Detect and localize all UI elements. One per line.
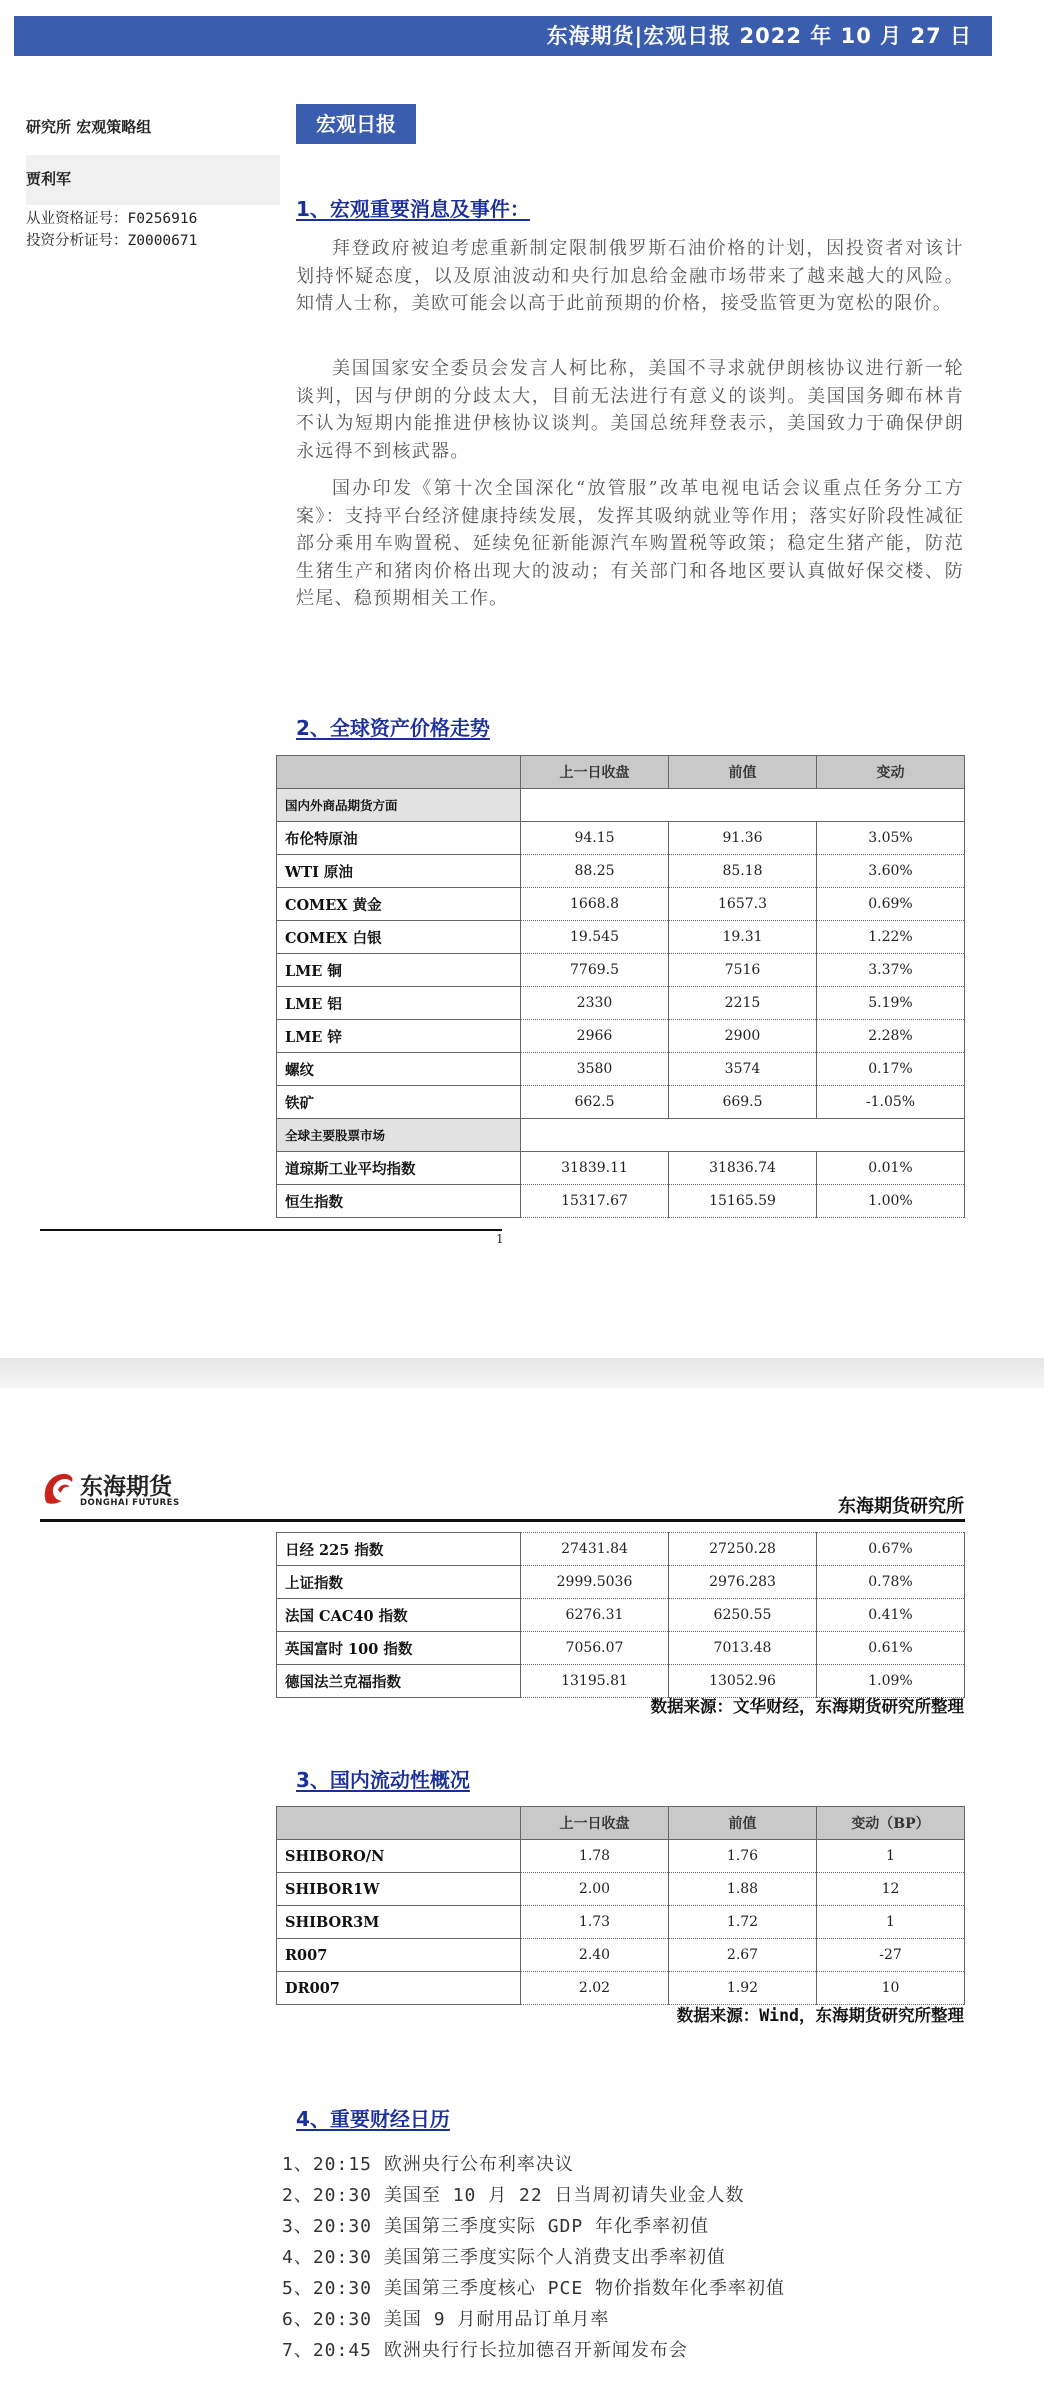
cell-value: 27250.28 <box>669 1533 817 1566</box>
column-header: 前值 <box>669 1807 817 1840</box>
calendar-item: 2、20:30 美国至 10 月 22 日当周初请失业金人数 <box>282 2185 745 2206</box>
table-row <box>277 822 965 855</box>
table-row <box>277 888 965 921</box>
cell-value: 1657.3 <box>669 888 817 921</box>
section-title-liquidity: 3、国内流动性概况 <box>296 1768 470 1792</box>
cell-value: 1668.8 <box>521 888 669 921</box>
cell-value: 1.88 <box>669 1873 817 1906</box>
cell-value: 10 <box>817 1972 965 2005</box>
row-label: 德国法兰克福指数 <box>277 1665 521 1698</box>
footnote-rule <box>40 1229 502 1231</box>
cell-value: 0.17% <box>817 1053 965 1086</box>
cell-value: -27 <box>817 1939 965 1972</box>
row-label: LME 铜 <box>277 954 521 987</box>
cell-value: 85.18 <box>669 855 817 888</box>
empty-cell <box>521 789 965 822</box>
cell-value: 1.72 <box>669 1906 817 1939</box>
cell-value: 0.78% <box>817 1566 965 1599</box>
page-break <box>0 1358 1044 1388</box>
cell-value: 3580 <box>521 1053 669 1086</box>
cell-value: 1 <box>817 1906 965 1939</box>
table-row <box>277 1972 965 2005</box>
asset-price-table-continued <box>276 1532 965 1698</box>
cell-value: 1 <box>817 1840 965 1873</box>
cell-value: 31839.11 <box>521 1152 669 1185</box>
logo-emblem-icon <box>40 1468 76 1508</box>
cell-value: 6276.31 <box>521 1599 669 1632</box>
license-number-1: 从业资格证号：F0256916 <box>26 211 198 227</box>
group-label: 国内外商品期货方面 <box>277 789 521 822</box>
table-header-row <box>277 1807 965 1840</box>
cell-value: 15165.59 <box>669 1185 817 1218</box>
row-label: SHIBOR1W <box>277 1873 521 1906</box>
report-header-band <box>14 16 992 56</box>
row-label: 法国 CAC40 指数 <box>277 1599 521 1632</box>
cell-value: 1.92 <box>669 1972 817 2005</box>
cell-value: 0.61% <box>817 1632 965 1665</box>
report-type-badge: 宏观日报 <box>296 104 416 144</box>
column-header: 前值 <box>669 756 817 789</box>
calendar-item: 1、20:15 欧洲央行公布利率决议 <box>282 2154 574 2175</box>
logo-text-en: DONGHAI FUTURES <box>80 1498 180 1508</box>
cell-value: 27431.84 <box>521 1533 669 1566</box>
table-row <box>277 1939 965 1972</box>
cell-value: 2.00 <box>521 1873 669 1906</box>
column-header <box>277 1807 521 1840</box>
cell-value: 94.15 <box>521 822 669 855</box>
table-row <box>277 1053 965 1086</box>
cell-value: 2.67 <box>669 1939 817 1972</box>
cell-value: 19.31 <box>669 921 817 954</box>
row-label: 螺纹 <box>277 1053 521 1086</box>
cell-value: 12 <box>817 1873 965 1906</box>
row-label: COMEX 白银 <box>277 921 521 954</box>
cell-value: 1.22% <box>817 921 965 954</box>
data-source-note: 数据来源：Wind，东海期货研究所整理 <box>676 2006 964 2025</box>
table-row <box>277 1599 965 1632</box>
row-label: WTI 原油 <box>277 855 521 888</box>
row-label: SHIBORO/N <box>277 1840 521 1873</box>
table-row <box>277 1086 965 1119</box>
cell-value: 7769.5 <box>521 954 669 987</box>
table-row <box>277 855 965 888</box>
cell-value: 2.28% <box>817 1020 965 1053</box>
analyst-name: 贾利军 <box>26 170 72 188</box>
cell-value: 2215 <box>669 987 817 1020</box>
cell-value: 3.60% <box>817 855 965 888</box>
cell-value: -1.05% <box>817 1086 965 1119</box>
section-title-assets: 2、全球资产价格走势 <box>296 716 490 740</box>
table-group-row <box>277 1119 965 1152</box>
cell-value: 0.01% <box>817 1152 965 1185</box>
cell-value: 7056.07 <box>521 1632 669 1665</box>
row-label: DR007 <box>277 1972 521 2005</box>
column-header: 变动（BP） <box>817 1807 965 1840</box>
header-rule <box>40 1519 965 1522</box>
row-label: LME 锌 <box>277 1020 521 1053</box>
cell-value: 2330 <box>521 987 669 1020</box>
section-title-calendar: 4、重要财经日历 <box>296 2107 450 2131</box>
institute-name: 东海期货研究所 <box>838 1496 964 1517</box>
column-header <box>277 756 521 789</box>
news-paragraph-3: 国办印发《第十次全国深化“放管服”改革电视电话会议重点任务分工方案》：支持平台经济健康持续发展，发挥其吸纳就业等作用；落实好阶段性减征部分乘用车购置税、延续免征新能源汽车购置税等政策；稳定生猪产能，防范生猪生产和猪肉价格出现大的波动；有关部门和各地区要认真做好保交楼、防烂尾、稳预期相关工作。 <box>296 478 964 609</box>
calendar-item: 7、20:45 欧洲央行行长拉加德召开新闻发布会 <box>282 2340 688 2361</box>
cell-value: 91.36 <box>669 822 817 855</box>
table-row <box>277 1020 965 1053</box>
table-row <box>277 1840 965 1873</box>
license-number-2: 投资分析证号：Z0000671 <box>26 233 198 249</box>
table-row <box>277 1185 965 1218</box>
cell-value: 0.67% <box>817 1533 965 1566</box>
table-header-row <box>277 756 965 789</box>
cell-value: 1.76 <box>669 1840 817 1873</box>
column-header: 变动 <box>817 756 965 789</box>
company-logo <box>40 1466 200 1516</box>
cell-value: 15317.67 <box>521 1185 669 1218</box>
cell-value: 3.05% <box>817 822 965 855</box>
cell-value: 3574 <box>669 1053 817 1086</box>
table-group-row <box>277 789 965 822</box>
row-label: 恒生指数 <box>277 1185 521 1218</box>
cell-value: 1.09% <box>817 1665 965 1698</box>
row-label: LME 铝 <box>277 987 521 1020</box>
cell-value: 13052.96 <box>669 1665 817 1698</box>
table-row <box>277 987 965 1020</box>
report-title: 东海期货|宏观日报 2022 年 10 月 27 日 <box>546 24 972 48</box>
calendar-item: 4、20:30 美国第三季度实际个人消费支出季率初值 <box>282 2247 726 2268</box>
cell-value: 0.41% <box>817 1599 965 1632</box>
cell-value: 2976.283 <box>669 1566 817 1599</box>
cell-value: 1.73 <box>521 1906 669 1939</box>
row-label: 铁矿 <box>277 1086 521 1119</box>
cell-value: 5.19% <box>817 987 965 1020</box>
table-row <box>277 921 965 954</box>
table-row <box>277 1873 965 1906</box>
row-label: SHIBOR3M <box>277 1906 521 1939</box>
table-row <box>277 1566 965 1599</box>
cell-value: 7013.48 <box>669 1632 817 1665</box>
row-label: 布伦特原油 <box>277 822 521 855</box>
calendar-item: 3、20:30 美国第三季度实际 GDP 年化季率初值 <box>282 2216 710 2237</box>
news-paragraph-1: 拜登政府被迫考虑重新制定限制俄罗斯石油价格的计划，因投资者对该计划持怀疑态度，以及原油波动和央行加息给金融市场带来了越来越大的风险。知情人士称，美欧可能会以高于此前预期的价格，接受监管更为宽松的限价。 <box>296 238 964 314</box>
cell-value: 3.37% <box>817 954 965 987</box>
row-label: R007 <box>277 1939 521 1972</box>
cell-value: 2966 <box>521 1020 669 1053</box>
news-paragraph-2: 美国国家安全委员会发言人柯比称，美国不寻求就伊朗核协议进行新一轮谈判，因与伊朗的分歧太大，目前无法进行有意义的谈判。美国国务卿布林肯不认为短期内能推进伊核协议谈判。美国总统拜登表示，美国致力于确保伊朗永远得不到核武器。 <box>296 358 964 462</box>
cell-value: 88.25 <box>521 855 669 888</box>
liquidity-table <box>276 1806 965 2005</box>
cell-value: 19.545 <box>521 921 669 954</box>
cell-value: 662.5 <box>521 1086 669 1119</box>
cell-value: 2999.5036 <box>521 1566 669 1599</box>
data-source-note: 数据来源：文华财经，东海期货研究所整理 <box>650 1697 964 1716</box>
table-row <box>277 954 965 987</box>
cell-value: 31836.74 <box>669 1152 817 1185</box>
page-number: 1 <box>496 1232 504 1246</box>
cell-value: 1.00% <box>817 1185 965 1218</box>
asset-price-table <box>276 755 965 1218</box>
section-title-news: 1、宏观重要消息及事件： <box>296 197 530 221</box>
cell-value: 0.69% <box>817 888 965 921</box>
empty-cell <box>521 1119 965 1152</box>
row-label: 道琼斯工业平均指数 <box>277 1152 521 1185</box>
sidebar-dept: 研究所 宏观策略组 <box>26 118 152 136</box>
cell-value: 2.40 <box>521 1939 669 1972</box>
row-label: 英国富时 100 指数 <box>277 1632 521 1665</box>
table-row <box>277 1632 965 1665</box>
column-header: 上一日收盘 <box>521 756 669 789</box>
cell-value: 6250.55 <box>669 1599 817 1632</box>
group-label: 全球主要股票市场 <box>277 1119 521 1152</box>
cell-value: 669.5 <box>669 1086 817 1119</box>
cell-value: 13195.81 <box>521 1665 669 1698</box>
table-row <box>277 1906 965 1939</box>
row-label: 上证指数 <box>277 1566 521 1599</box>
row-label: COMEX 黄金 <box>277 888 521 921</box>
column-header: 上一日收盘 <box>521 1807 669 1840</box>
table-row <box>277 1152 965 1185</box>
calendar-item: 6、20:30 美国 9 月耐用品订单月率 <box>282 2309 610 2330</box>
table-row <box>277 1533 965 1566</box>
calendar-item: 5、20:30 美国第三季度核心 PCE 物价指数年化季率初值 <box>282 2278 786 2299</box>
cell-value: 2.02 <box>521 1972 669 2005</box>
cell-value: 7516 <box>669 954 817 987</box>
row-label: 日经 225 指数 <box>277 1533 521 1566</box>
cell-value: 2900 <box>669 1020 817 1053</box>
cell-value: 1.78 <box>521 1840 669 1873</box>
logo-text-cn: 东海期货 <box>80 1474 172 1500</box>
